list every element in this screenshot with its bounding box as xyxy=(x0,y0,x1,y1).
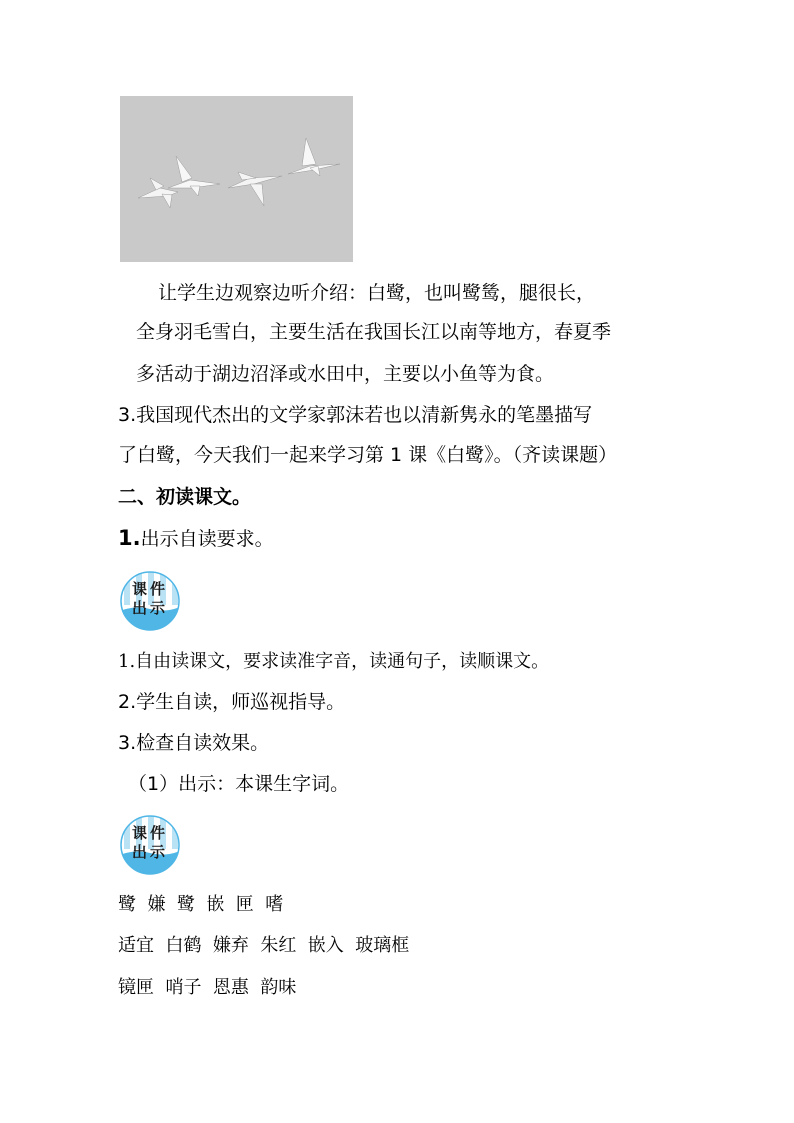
step3-line-1: 3.我国现代杰出的文学家郭沫若也以清新隽永的笔墨描写 xyxy=(118,404,593,426)
word-row-3: 镜匣 哨子 恩惠 韵味 xyxy=(118,977,297,998)
word-row-2: 适宜 白鹤 嫌弃 朱红 嵌入 玻璃框 xyxy=(118,935,410,956)
requirement-2: 2.学生自读，师巡视指导。 xyxy=(118,691,346,713)
requirement-1: 1.自由读课文，要求读准字音，读通句子，读顺课文。 xyxy=(118,651,550,672)
section2-item1-text: 出示自读要求。 xyxy=(140,528,274,550)
word-row-1: 鹭 嫌 鹭 嵌 匣 嗜 xyxy=(118,894,284,915)
requirement-3: 3.检查自读效果。 xyxy=(118,732,270,754)
step3-line-2: 了白鹭，今天我们一起来学习第 1 课《白鹭》。（齐读课题） xyxy=(118,444,618,466)
section2-item1 xyxy=(118,526,274,551)
intro-line-3: 多活动于湖边沼泽或水田中，主要以小鱼等为食。 xyxy=(136,363,555,385)
badge-top-text: 课件 xyxy=(131,824,168,842)
section2-item1-number: 1. xyxy=(118,526,141,550)
sub-step-1: （1）出示：本课生字词。 xyxy=(128,773,350,795)
badge-bottom-text: 出示 xyxy=(131,843,168,861)
courseware-badge-2 xyxy=(120,815,180,875)
section2-heading: 二、初读课文。 xyxy=(118,486,252,508)
intro-line-1: 让学生边观察边听介绍：白鹭，也叫鹭鸶，腿很长， xyxy=(158,282,596,304)
badge-top-text: 课件 xyxy=(131,580,168,598)
egret-birds-illustration xyxy=(120,96,353,262)
courseware-badge-1 xyxy=(120,571,180,631)
badge-bottom-text: 出示 xyxy=(131,599,168,617)
intro-line-2: 全身羽毛雪白，主要生活在我国长江以南等地方，春夏季 xyxy=(136,321,612,343)
egret-photo xyxy=(120,96,353,262)
